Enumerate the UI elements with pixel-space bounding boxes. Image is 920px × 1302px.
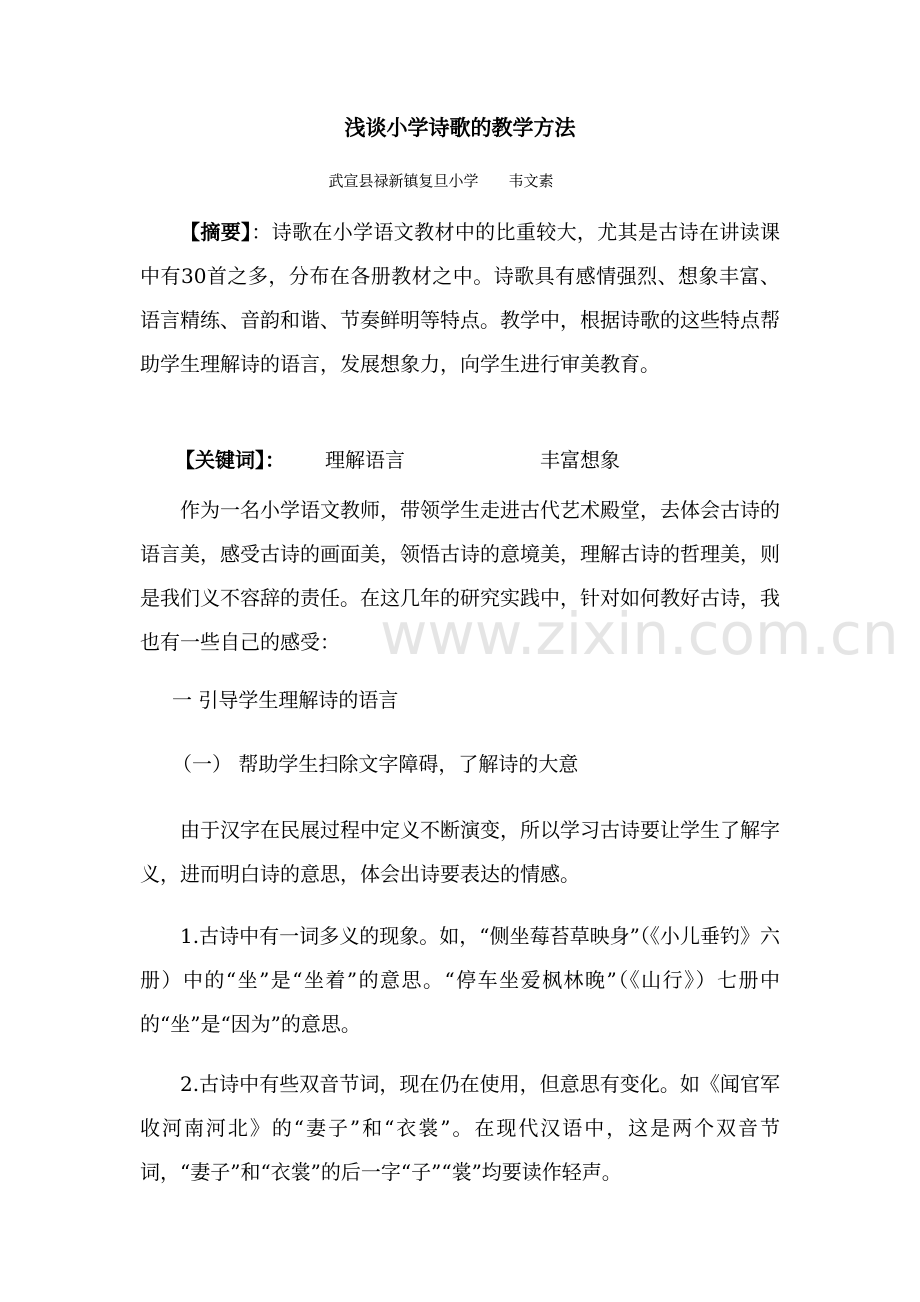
document-title: 浅谈小学诗歌的教学方法 [344, 116, 576, 140]
author-line [0, 170, 882, 191]
body-paragraph: 由于汉字在民展过程中定义不断演变，所以学习古诗要让学生了解字义，进而明白诗的意思，体会出诗要表达的情感。 [140, 818, 780, 886]
body-paragraph: 1.古诗中有一词多义的现象。如，“侧坐莓苔草映身”（《小儿垂钓》六册）中的“坐”是“坐着”的意思。“停车坐爱枫林晚”（《山行》）七册中的“坐”是“因为”的意思。 [140, 924, 780, 1036]
author-name: 韦文素 [508, 172, 554, 190]
author-school: 武宣县禄新镇复旦小学 [328, 172, 479, 190]
keyword-item: 理解语言 [325, 448, 405, 472]
keyword-item: 丰富想象 [540, 448, 620, 472]
abstract-label: 【摘要】 [180, 220, 252, 244]
section-heading: 一 引导学生理解诗的语言 [172, 688, 399, 712]
watermark: www.zixin.com.cn [380, 600, 899, 668]
abstract-paragraph [140, 210, 780, 386]
keywords-label: 【关键词】： [175, 448, 285, 472]
abstract-text: ：诗歌在小学语文教材中的比重较大，尤其是古诗在讲读课中有30首之多，分布在各册教材之中。诗歌具有感情强烈、想象丰富、语言精练、音韵和谐、节奏鲜明等特点。教学中，根据诗歌的这些特点帮助学生理解诗的语言，发展想象力，向学生进行审美教育。 [140, 220, 781, 376]
keywords-line [175, 440, 620, 480]
body-paragraph: 2.古诗中有些双音节词，现在仍在使用，但意思有变化。如《闻官军收河南河北》的“妻子”和“衣裳”。在现代汉语中，这是两个双音节词，“妻子”和“衣裳”的后一字“子”“裳”均要读作轻声。 [140, 1072, 780, 1184]
subsection-heading: （一） 帮助学生扫除文字障碍，了解诗的大意 [172, 752, 579, 776]
intro-paragraph: 作为一名小学语文教师，带领学生走进古代艺术殿堂，去体会古诗的语言美，感受古诗的画面美，领悟古诗的意境美，理解古诗的哲理美，则是我们义不容辞的责任。在这几年的研究实践中，针对如何教好古诗，我也有一些自己的感受： [140, 498, 780, 654]
